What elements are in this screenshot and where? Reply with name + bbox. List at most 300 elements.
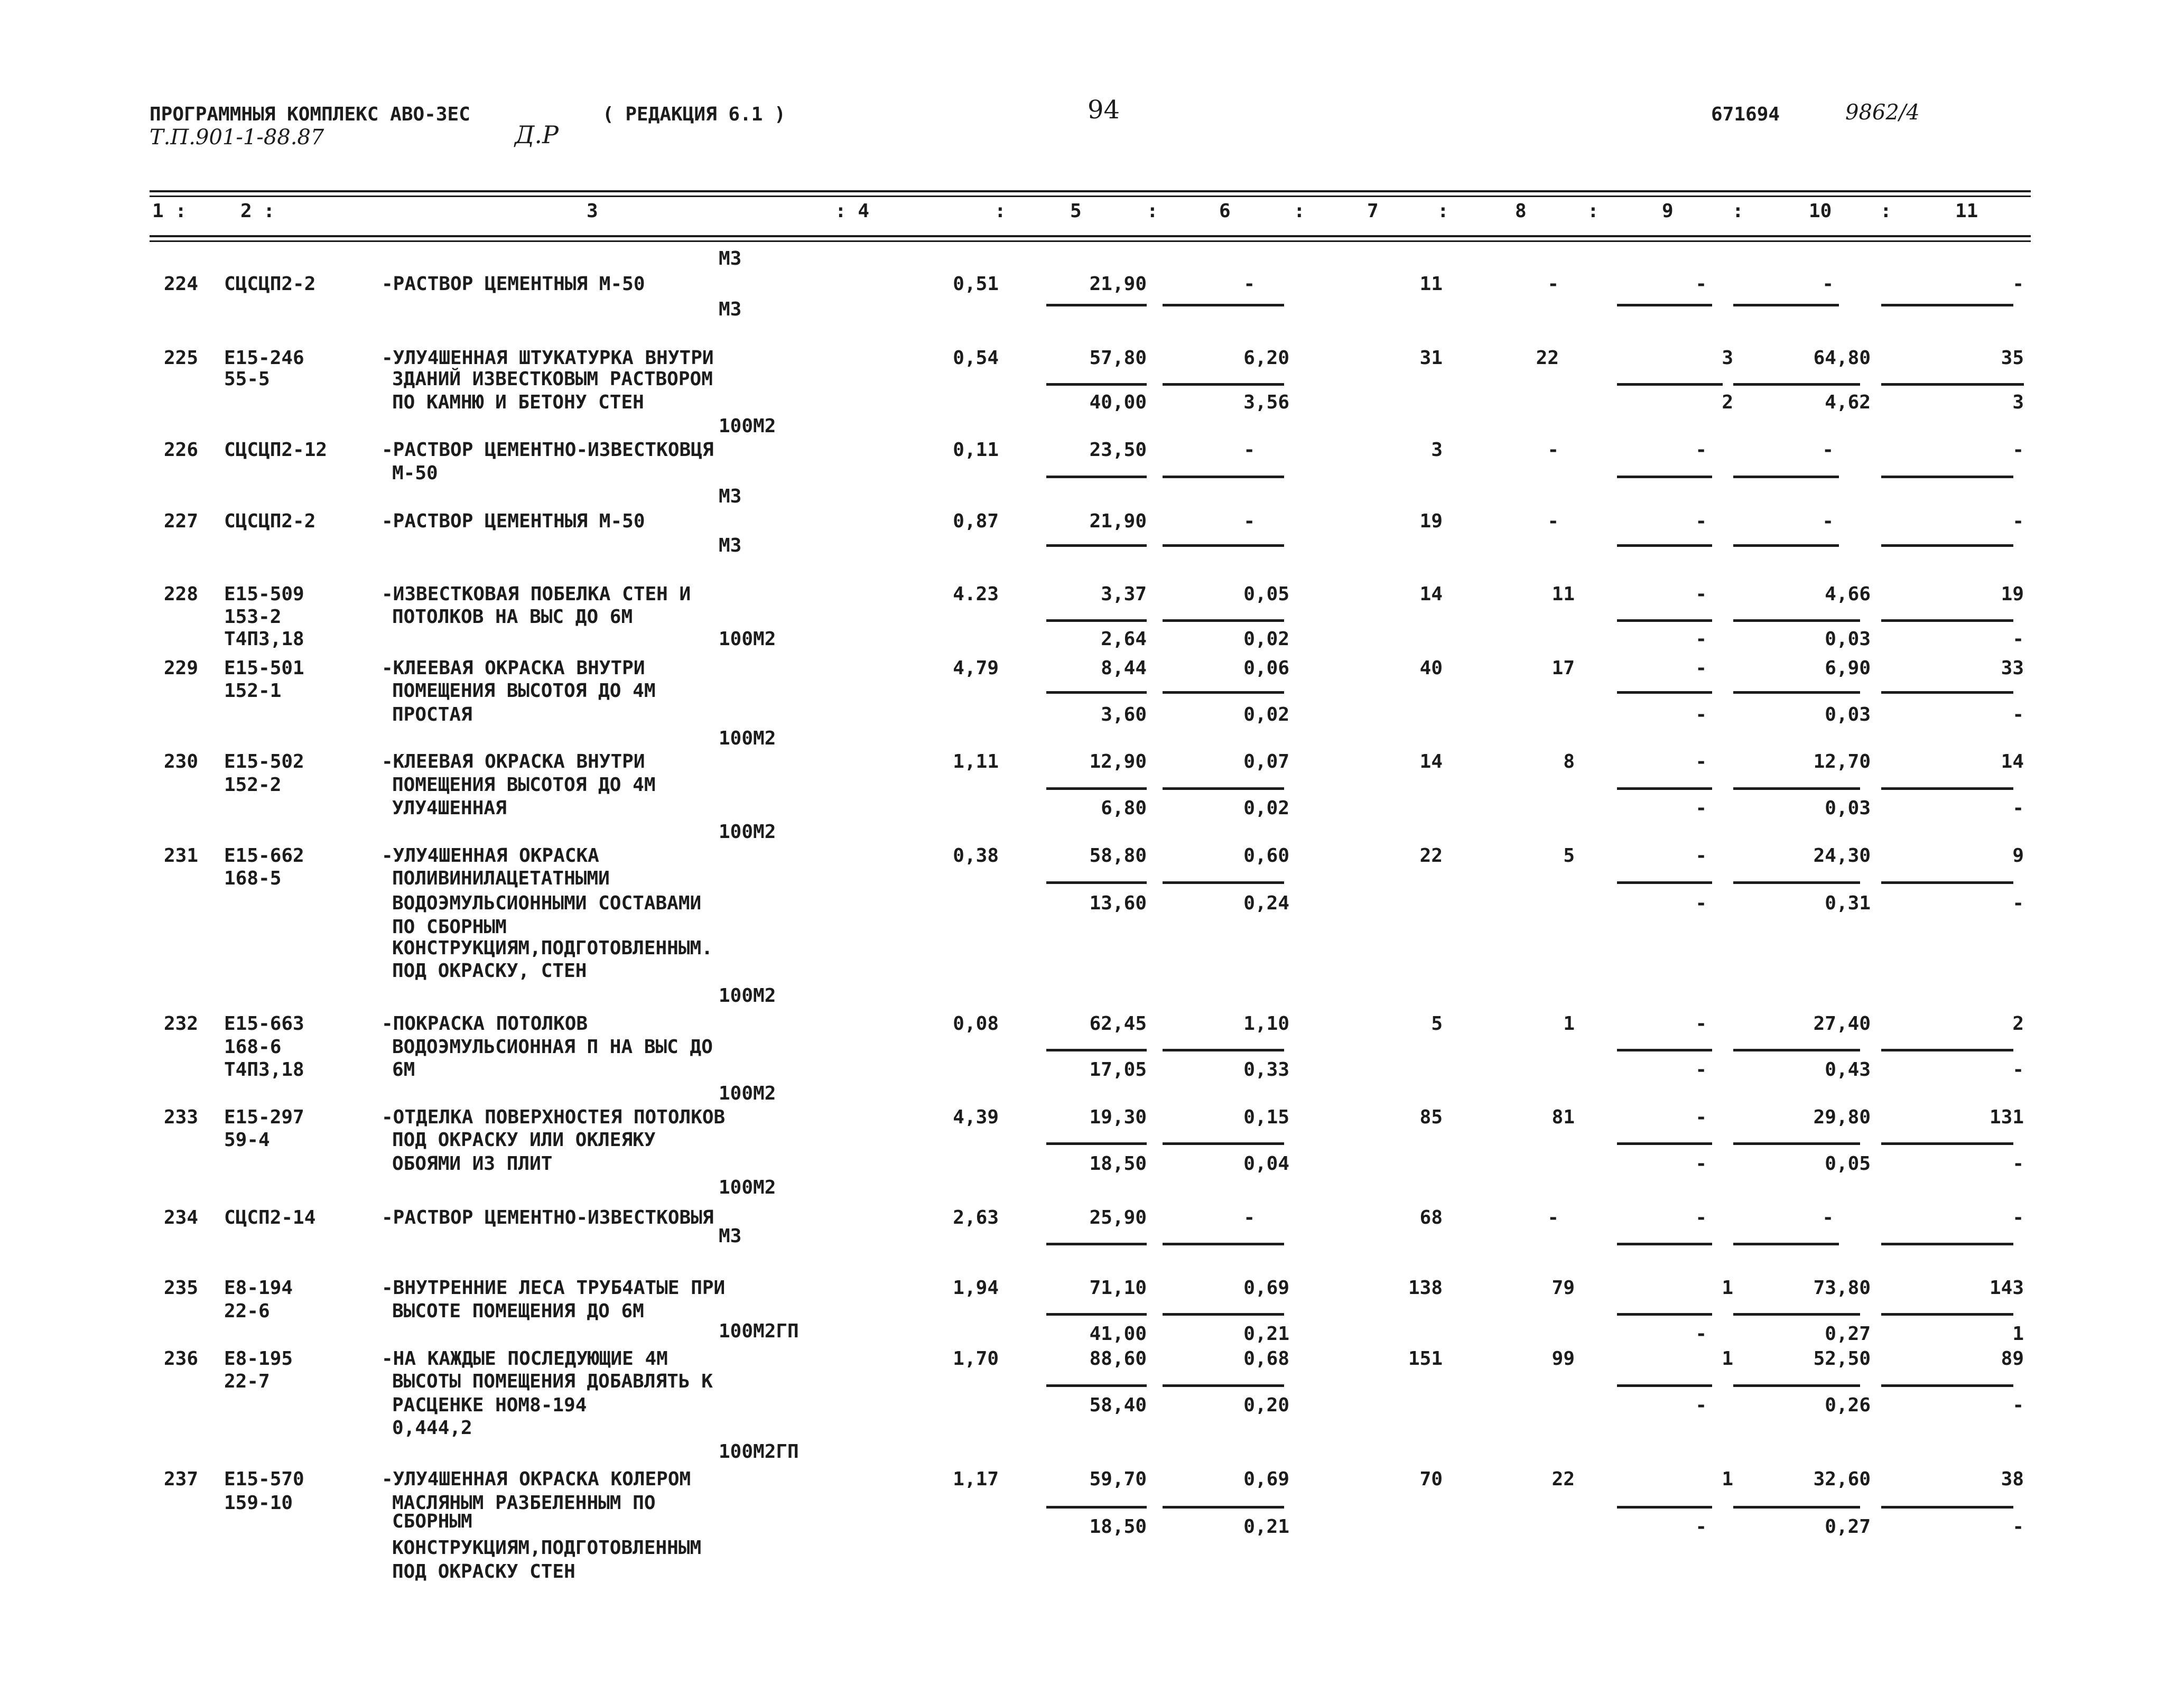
- row-unit: 100М2ГП: [719, 1441, 799, 1463]
- fraction-line: [1163, 619, 1284, 622]
- cell-col11: -: [2012, 1207, 2024, 1228]
- header-bottom-rule-2: [150, 240, 2031, 242]
- fraction-line: [1881, 1243, 2013, 1245]
- fraction-line: [1733, 1384, 1860, 1387]
- cell-col9: 3: [1722, 347, 1733, 369]
- fraction-line: [1617, 1506, 1712, 1509]
- cell-col6: 0,06: [1243, 657, 1289, 679]
- cell-col7: 40: [1419, 657, 1443, 679]
- row-unit: 100М2: [719, 415, 776, 437]
- fraction-line: [1046, 1049, 1147, 1051]
- row-code: Е15-501: [224, 657, 304, 679]
- cell-col4: 0,54: [953, 347, 999, 369]
- row-unit: 100М2: [719, 1083, 776, 1104]
- table-top-rule: [150, 190, 2031, 192]
- cell-col10: 24,30: [1813, 845, 1871, 867]
- cell-col11-sub: -: [2012, 1394, 2024, 1416]
- fraction-line: [1163, 1049, 1284, 1051]
- cell-col7: 85: [1419, 1106, 1443, 1128]
- cell-col5-sub: 18,50: [1089, 1153, 1147, 1175]
- cell-col7: 138: [1408, 1277, 1443, 1299]
- cell-col9: -: [1695, 1106, 1707, 1128]
- row-description-2: МАСЛЯНЫМ РАЗБЕЛЕННЫМ ПО: [392, 1492, 656, 1514]
- col-header-sep-10: :: [1880, 200, 1892, 222]
- col-header-4: : 4: [835, 200, 870, 222]
- cell-col11: 19: [2001, 583, 2024, 605]
- cell-col7: 14: [1419, 583, 1443, 605]
- cell-col4: 1,17: [953, 1468, 999, 1490]
- row-number: 227: [164, 510, 199, 532]
- cell-col5-sub: 3,60: [1101, 704, 1147, 725]
- col-header-6: 6: [1219, 200, 1231, 222]
- col-header-sep-7: :: [1437, 200, 1449, 222]
- cell-col4: 1,94: [953, 1277, 999, 1299]
- cell-col9-sub: -: [1695, 1394, 1707, 1416]
- row-unit: 100М2: [719, 1177, 776, 1198]
- cell-col6: 0,60: [1243, 845, 1289, 867]
- row-code-3: Т4П3,18: [224, 1059, 304, 1081]
- cell-col10: 27,40: [1813, 1013, 1871, 1035]
- cell-col8: -: [1547, 1207, 1559, 1228]
- document-code: 671694: [1711, 104, 1780, 125]
- cell-col9-sub: -: [1695, 704, 1707, 725]
- cell-col8: -: [1547, 439, 1559, 461]
- row-description: -ПОКРАСКА ПОТОЛКОВ: [382, 1013, 588, 1035]
- row-description-3: ПРОСТАЯ: [392, 704, 472, 725]
- row-number: 231: [164, 845, 199, 867]
- cell-col11: 143: [1989, 1277, 2024, 1299]
- cell-col5-sub: 2,64: [1101, 628, 1147, 650]
- col-header-11: 11: [1955, 200, 1978, 222]
- cell-col4: 4,79: [953, 657, 999, 679]
- cell-col4: 0,51: [953, 273, 999, 295]
- row-description: -НА КАЖДЫЕ ПОСЛЕДУЮЩИЕ 4М: [382, 1348, 668, 1370]
- cell-col6-sub: 0,02: [1243, 797, 1289, 819]
- cell-col10: 52,50: [1813, 1348, 1871, 1370]
- cell-col8: 8: [1563, 751, 1575, 772]
- row-description: -УЛУ4ШЕННАЯ ШТУКАТУРКА ВНУТРИ: [382, 347, 714, 369]
- fraction-line: [1617, 1313, 1712, 1316]
- row-description-2: ВОДОЭМУЛЬСИОННАЯ П НА ВЫС ДО: [392, 1036, 713, 1058]
- cell-col6-sub: 0,33: [1243, 1059, 1289, 1081]
- fraction-line: [1617, 691, 1712, 694]
- fraction-line: [1617, 1384, 1712, 1387]
- row-code: Е15-297: [224, 1106, 304, 1128]
- cell-col6: -: [1243, 510, 1255, 532]
- cell-col10-sub: 0,27: [1825, 1323, 1871, 1345]
- cell-col7: 11: [1419, 273, 1443, 295]
- program-title: ПРОГРАММНЫЯ КОМПЛЕКС АВО-ЗЕС: [150, 104, 470, 125]
- cell-col8: 1: [1563, 1013, 1575, 1035]
- cell-col9-sub: -: [1695, 1153, 1707, 1175]
- fraction-line: [1733, 476, 1839, 478]
- fraction-line: [1163, 383, 1284, 386]
- cell-col11: 2: [2012, 1013, 2024, 1035]
- fraction-line: [1733, 881, 1860, 884]
- row-unit-above: М3: [719, 248, 742, 269]
- cell-col8: 17: [1551, 657, 1575, 679]
- cell-col11: -: [2012, 510, 2024, 532]
- cell-col4: 1,70: [953, 1348, 999, 1370]
- cell-col5-sub: 40,00: [1089, 392, 1147, 413]
- fraction-line: [1881, 383, 2024, 386]
- row-description: -КЛЕЕВАЯ ОКРАСКА ВНУТРИ: [382, 751, 645, 772]
- row-unit: М3: [719, 535, 742, 556]
- fraction-line: [1046, 1313, 1147, 1316]
- cell-col11: 14: [2001, 751, 2024, 772]
- cell-col6: 0,69: [1243, 1277, 1289, 1299]
- row-description-2: ЗДАНИЙ ИЗВЕСТКОВЫМ РАСТВОРОМ: [392, 368, 713, 390]
- row-code: СЦСЦП2-2: [224, 273, 316, 295]
- row-number: 226: [164, 439, 199, 461]
- cell-col6: -: [1243, 1207, 1255, 1228]
- row-number: 232: [164, 1013, 199, 1035]
- row-code: Е15-662: [224, 845, 304, 867]
- row-code-2: 59-4: [224, 1129, 270, 1151]
- cell-col9: -: [1695, 657, 1707, 679]
- cell-col5-sub: 6,80: [1101, 797, 1147, 819]
- row-description-2: ВЫСОТЫ ПОМЕЩЕНИЯ ДОБАВЛЯТЬ К: [392, 1371, 713, 1392]
- cell-col5-sub: 58,40: [1089, 1394, 1147, 1416]
- fraction-line: [1163, 787, 1284, 790]
- fraction-line: [1733, 787, 1860, 790]
- table-top-rule-2: [150, 196, 2031, 197]
- row-number: 225: [164, 347, 199, 369]
- cell-col10-sub: 0,26: [1825, 1394, 1871, 1416]
- header-bottom-rule: [150, 235, 2031, 237]
- fraction-line: [1881, 1142, 2013, 1145]
- row-description-6: ПОД ОКРАСКУ, СТЕН: [392, 960, 587, 982]
- cell-col6: 0,05: [1243, 583, 1289, 605]
- row-code-2: 55-5: [224, 368, 270, 390]
- cell-col10: 4,66: [1825, 583, 1871, 605]
- cell-col9: 1: [1722, 1468, 1733, 1490]
- fraction-line: [1046, 691, 1147, 694]
- cell-col5: 88,60: [1089, 1348, 1147, 1370]
- handwritten-initials: Д.Р: [515, 120, 559, 149]
- row-description: -КЛЕЕВАЯ ОКРАСКА ВНУТРИ: [382, 657, 645, 679]
- row-description: -ИЗВЕСТКОВАЯ ПОБЕЛКА СТЕН И: [382, 583, 691, 605]
- cell-col11-sub: -: [2012, 1153, 2024, 1175]
- row-number: 237: [164, 1468, 199, 1490]
- cell-col6: 0,15: [1243, 1106, 1289, 1128]
- cell-col7: 3: [1431, 439, 1443, 461]
- fraction-line: [1617, 476, 1712, 478]
- cell-col11: 9: [2012, 845, 2024, 867]
- col-header-5: 5: [1070, 200, 1082, 222]
- cell-col8: 22: [1536, 347, 1559, 369]
- cell-col4: 2,63: [953, 1207, 999, 1228]
- cell-col11: 131: [1989, 1106, 2024, 1128]
- cell-col9: -: [1695, 510, 1707, 532]
- row-code: Е15-663: [224, 1013, 304, 1035]
- cell-col6-sub: 0,21: [1243, 1516, 1289, 1538]
- fraction-line: [1617, 787, 1712, 790]
- cell-col11: 38: [2001, 1468, 2024, 1490]
- col-header-8: 8: [1515, 200, 1527, 222]
- cell-col5: 19,30: [1089, 1106, 1147, 1128]
- cell-col7: 70: [1419, 1468, 1443, 1490]
- cell-col7: 68: [1419, 1207, 1443, 1228]
- fraction-line: [1046, 787, 1147, 790]
- cell-col9: -: [1695, 1013, 1707, 1035]
- row-code-2: 22-6: [224, 1300, 270, 1322]
- row-description-2: ПОМЕЩЕНИЯ ВЫСОТОЯ ДО 4М: [392, 774, 656, 796]
- cell-col10: 32,60: [1813, 1468, 1871, 1490]
- handwritten-sheet-number: 9862/4: [1845, 100, 1920, 125]
- cell-col11: -: [2012, 273, 2024, 295]
- cell-col10-sub: 0,27: [1825, 1516, 1871, 1538]
- cell-col10-sub: 0,03: [1825, 797, 1871, 819]
- fraction-line: [1163, 1243, 1284, 1245]
- row-unit: 100М2: [719, 628, 776, 650]
- cell-col5: 3,37: [1101, 583, 1147, 605]
- cell-col9: 1: [1722, 1277, 1733, 1299]
- cell-col11-sub: -: [2012, 797, 2024, 819]
- row-description-3: ВОДОЭМУЛЬСИОННЫМИ СОСТАВАМИ: [392, 892, 702, 914]
- row-description-2: ПОЛИВИНИЛАЦЕТАТНЫМИ: [392, 868, 610, 889]
- cell-col5: 59,70: [1089, 1468, 1147, 1490]
- cell-col11-sub: 1: [2012, 1323, 2024, 1345]
- col-header-1: 1 :: [152, 200, 187, 222]
- row-unit: М3: [719, 486, 742, 507]
- row-code-2: 22-7: [224, 1371, 270, 1392]
- cell-col9: -: [1695, 751, 1707, 772]
- cell-col6: 6,20: [1243, 347, 1289, 369]
- fraction-line: [1617, 383, 1723, 386]
- cell-col8: 99: [1551, 1348, 1575, 1370]
- row-description: -ОТДЕЛКА ПОВЕРХНОСТЕЯ ПОТОЛКОВ: [382, 1106, 726, 1128]
- fraction-line: [1163, 1506, 1284, 1509]
- cell-col10-sub: 0,03: [1825, 704, 1871, 725]
- row-description: -ВНУТРЕННИЕ ЛЕСА ТРУБ4АТЫЕ ПРИ: [382, 1277, 726, 1299]
- fraction-line: [1881, 476, 2013, 478]
- fraction-line: [1733, 1313, 1860, 1316]
- row-description-3: РАСЦЕНКЕ НОМ8-194: [392, 1394, 587, 1416]
- row-description-4: КОНСТРУКЦИЯМ,ПОДГОТОВЛЕННЫМ: [392, 1537, 702, 1559]
- row-unit: 100М2: [719, 821, 776, 843]
- row-code-2: 153-2: [224, 606, 282, 628]
- row-description-4: ПО СБОРНЫМ: [392, 916, 507, 938]
- cell-col9: -: [1695, 273, 1707, 295]
- cell-col5: 12,90: [1089, 751, 1147, 772]
- row-code: Е15-502: [224, 751, 304, 772]
- fraction-line: [1046, 1243, 1147, 1245]
- fraction-line: [1881, 1384, 2013, 1387]
- cell-col8: 11: [1551, 583, 1575, 605]
- fraction-line: [1881, 1313, 2013, 1316]
- cell-col4: 0,08: [953, 1013, 999, 1035]
- cell-col5: 8,44: [1101, 657, 1147, 679]
- row-code: СЦСЦП2-2: [224, 510, 316, 532]
- fraction-line: [1733, 619, 1860, 622]
- cell-col5: 25,90: [1089, 1207, 1147, 1228]
- row-description: -РАСТВОР ЦЕМЕНТНО-ИЗВЕСТКОВЦЯ: [382, 439, 714, 461]
- fraction-line: [1046, 544, 1147, 547]
- cell-col5-sub: 41,00: [1089, 1323, 1147, 1345]
- row-code-2: 159-10: [224, 1492, 293, 1514]
- cell-col10: 29,80: [1813, 1106, 1871, 1128]
- cell-col10: -: [1822, 1207, 1834, 1228]
- cell-col9-sub: -: [1695, 797, 1707, 819]
- col-header-10: 10: [1809, 200, 1832, 222]
- row-number: 229: [164, 657, 199, 679]
- row-description-3: СБОРНЫМ: [392, 1511, 472, 1532]
- cell-col7: 31: [1419, 347, 1443, 369]
- row-description-3: УЛУ4ШЕННАЯ: [392, 797, 507, 819]
- fraction-line: [1163, 1384, 1284, 1387]
- cell-col5: 71,10: [1089, 1277, 1147, 1299]
- fraction-line: [1046, 1142, 1147, 1145]
- cell-col6-sub: 3,56: [1243, 392, 1289, 413]
- row-number: 236: [164, 1348, 199, 1370]
- fraction-line: [1163, 544, 1284, 547]
- row-code: Е8-195: [224, 1348, 293, 1370]
- fraction-line: [1733, 1049, 1860, 1051]
- fraction-line: [1046, 476, 1147, 478]
- fraction-line: [1163, 304, 1284, 306]
- row-description: -РАСТВОР ЦЕМЕНТНО-ИЗВЕСТКОВЫЯ: [382, 1207, 714, 1228]
- col-header-3: 3: [587, 200, 598, 222]
- cell-col9-sub: -: [1695, 628, 1707, 650]
- row-description: -УЛУ4ШЕННАЯ ОКРАСКА: [382, 845, 599, 867]
- cell-col7: 22: [1419, 845, 1443, 867]
- fraction-line: [1046, 383, 1147, 386]
- cell-col11-sub: -: [2012, 892, 2024, 914]
- row-unit: М3: [719, 1225, 742, 1247]
- cell-col10-sub: 4,62: [1825, 392, 1871, 413]
- fraction-line: [1881, 544, 2013, 547]
- row-description-5: КОНСТРУКЦИЯМ,ПОДГОТОВЛЕННЫМ.: [392, 937, 713, 959]
- row-number: 235: [164, 1277, 199, 1299]
- cell-col8: 81: [1551, 1106, 1575, 1128]
- row-number: 230: [164, 751, 199, 772]
- fraction-line: [1617, 1142, 1712, 1145]
- fraction-line: [1733, 304, 1839, 306]
- handwritten-project-code: Т.П.901-1-88.87: [150, 125, 324, 150]
- cell-col6-sub: 0,04: [1243, 1153, 1289, 1175]
- cell-col6-sub: 0,02: [1243, 628, 1289, 650]
- cell-col5: 21,90: [1089, 273, 1147, 295]
- fraction-line: [1163, 881, 1284, 884]
- cell-col10: 12,70: [1813, 751, 1871, 772]
- cell-col10-sub: 0,03: [1825, 628, 1871, 650]
- cell-col6-sub: 0,02: [1243, 704, 1289, 725]
- fraction-line: [1046, 304, 1147, 306]
- row-description-2: ПОМЕЩЕНИЯ ВЫСОТОЯ ДО 4М: [392, 680, 656, 702]
- cell-col4: 0,87: [953, 510, 999, 532]
- cell-col4: 1,11: [953, 751, 999, 772]
- fraction-line: [1881, 881, 2013, 884]
- row-description-5: ПОД ОКРАСКУ СТЕН: [392, 1561, 575, 1582]
- row-code-2: 168-5: [224, 868, 282, 889]
- col-header-2: 2 :: [240, 200, 275, 222]
- cell-col6: 1,10: [1243, 1013, 1289, 1035]
- cell-col5-sub: 18,50: [1089, 1516, 1147, 1538]
- cell-col7: 151: [1408, 1348, 1443, 1370]
- row-number: 224: [164, 273, 199, 295]
- col-header-9: 9: [1662, 200, 1674, 222]
- fraction-line: [1046, 881, 1147, 884]
- cell-col9: -: [1695, 439, 1707, 461]
- row-description-2: ПОТОЛКОВ НА ВЫС ДО 6М: [392, 606, 633, 628]
- cell-col10: -: [1822, 273, 1834, 295]
- fraction-line: [1881, 787, 2013, 790]
- fraction-line: [1733, 691, 1860, 694]
- row-code-3: Т4П3,18: [224, 628, 304, 650]
- col-header-7: 7: [1367, 200, 1379, 222]
- cell-col7: 14: [1419, 751, 1443, 772]
- fraction-line: [1163, 1313, 1284, 1316]
- row-code: Е15-246: [224, 347, 304, 369]
- edition-label: ( РЕДАКЦИЯ 6.1 ): [602, 104, 786, 125]
- row-number: 234: [164, 1207, 199, 1228]
- row-unit: М3: [719, 299, 742, 320]
- col-header-sep-6: :: [1294, 200, 1305, 222]
- cell-col11: 35: [2001, 347, 2024, 369]
- fraction-line: [1733, 544, 1839, 547]
- cell-col10: 73,80: [1813, 1277, 1871, 1299]
- fraction-line: [1881, 619, 2013, 622]
- cell-col6: -: [1243, 273, 1255, 295]
- row-code-2: 152-1: [224, 680, 282, 702]
- row-unit: 100М2: [719, 985, 776, 1007]
- cell-col4: 0,11: [953, 439, 999, 461]
- cell-col4: 0,38: [953, 845, 999, 867]
- cell-col5: 57,80: [1089, 347, 1147, 369]
- row-description: -РАСТВОР ЦЕМЕНТНЫЯ М-50: [382, 273, 645, 295]
- cell-col8: 22: [1551, 1468, 1575, 1490]
- cell-col6: -: [1243, 439, 1255, 461]
- cell-col5: 58,80: [1089, 845, 1147, 867]
- cell-col8: 79: [1551, 1277, 1575, 1299]
- cell-col9-sub: 2: [1722, 392, 1733, 413]
- fraction-line: [1046, 619, 1147, 622]
- row-description-2: М-50: [392, 462, 438, 484]
- fraction-line: [1881, 304, 2013, 306]
- cell-col10: -: [1822, 510, 1834, 532]
- cell-col10-sub: 0,43: [1825, 1059, 1871, 1081]
- cell-col10-sub: 0,31: [1825, 892, 1871, 914]
- row-code: СЦСЦП2-12: [224, 439, 328, 461]
- cell-col9-sub: -: [1695, 1059, 1707, 1081]
- cell-col10: -: [1822, 439, 1834, 461]
- cell-col9: 1: [1722, 1348, 1733, 1370]
- fraction-line: [1046, 1506, 1147, 1509]
- fraction-line: [1046, 1384, 1147, 1387]
- fraction-line: [1163, 476, 1284, 478]
- cell-col6: 0,68: [1243, 1348, 1289, 1370]
- cell-col11-sub: 3: [2012, 392, 2024, 413]
- row-description-2: ПОД ОКРАСКУ ИЛИ ОКЛЕЯКУ: [392, 1129, 656, 1151]
- cell-col9-sub: -: [1695, 1323, 1707, 1345]
- row-description-3: ПО КАМНЮ И БЕТОНУ СТЕН: [392, 392, 644, 413]
- cell-col5-sub: 17,05: [1089, 1059, 1147, 1081]
- cell-col6-sub: 0,24: [1243, 892, 1289, 914]
- row-code-2: 168-6: [224, 1036, 282, 1058]
- fraction-line: [1733, 1142, 1860, 1145]
- row-unit: 100М2ГП: [719, 1320, 799, 1342]
- row-description-4: 0,444,2: [392, 1417, 472, 1439]
- cell-col10: 6,90: [1825, 657, 1871, 679]
- fraction-line: [1617, 544, 1712, 547]
- cell-col11-sub: -: [2012, 704, 2024, 725]
- fraction-line: [1163, 691, 1284, 694]
- cell-col6-sub: 0,20: [1243, 1394, 1289, 1416]
- page-number: 94: [1088, 95, 1120, 125]
- col-header-sep-4: :: [995, 200, 1006, 222]
- col-header-sep-5: :: [1147, 200, 1158, 222]
